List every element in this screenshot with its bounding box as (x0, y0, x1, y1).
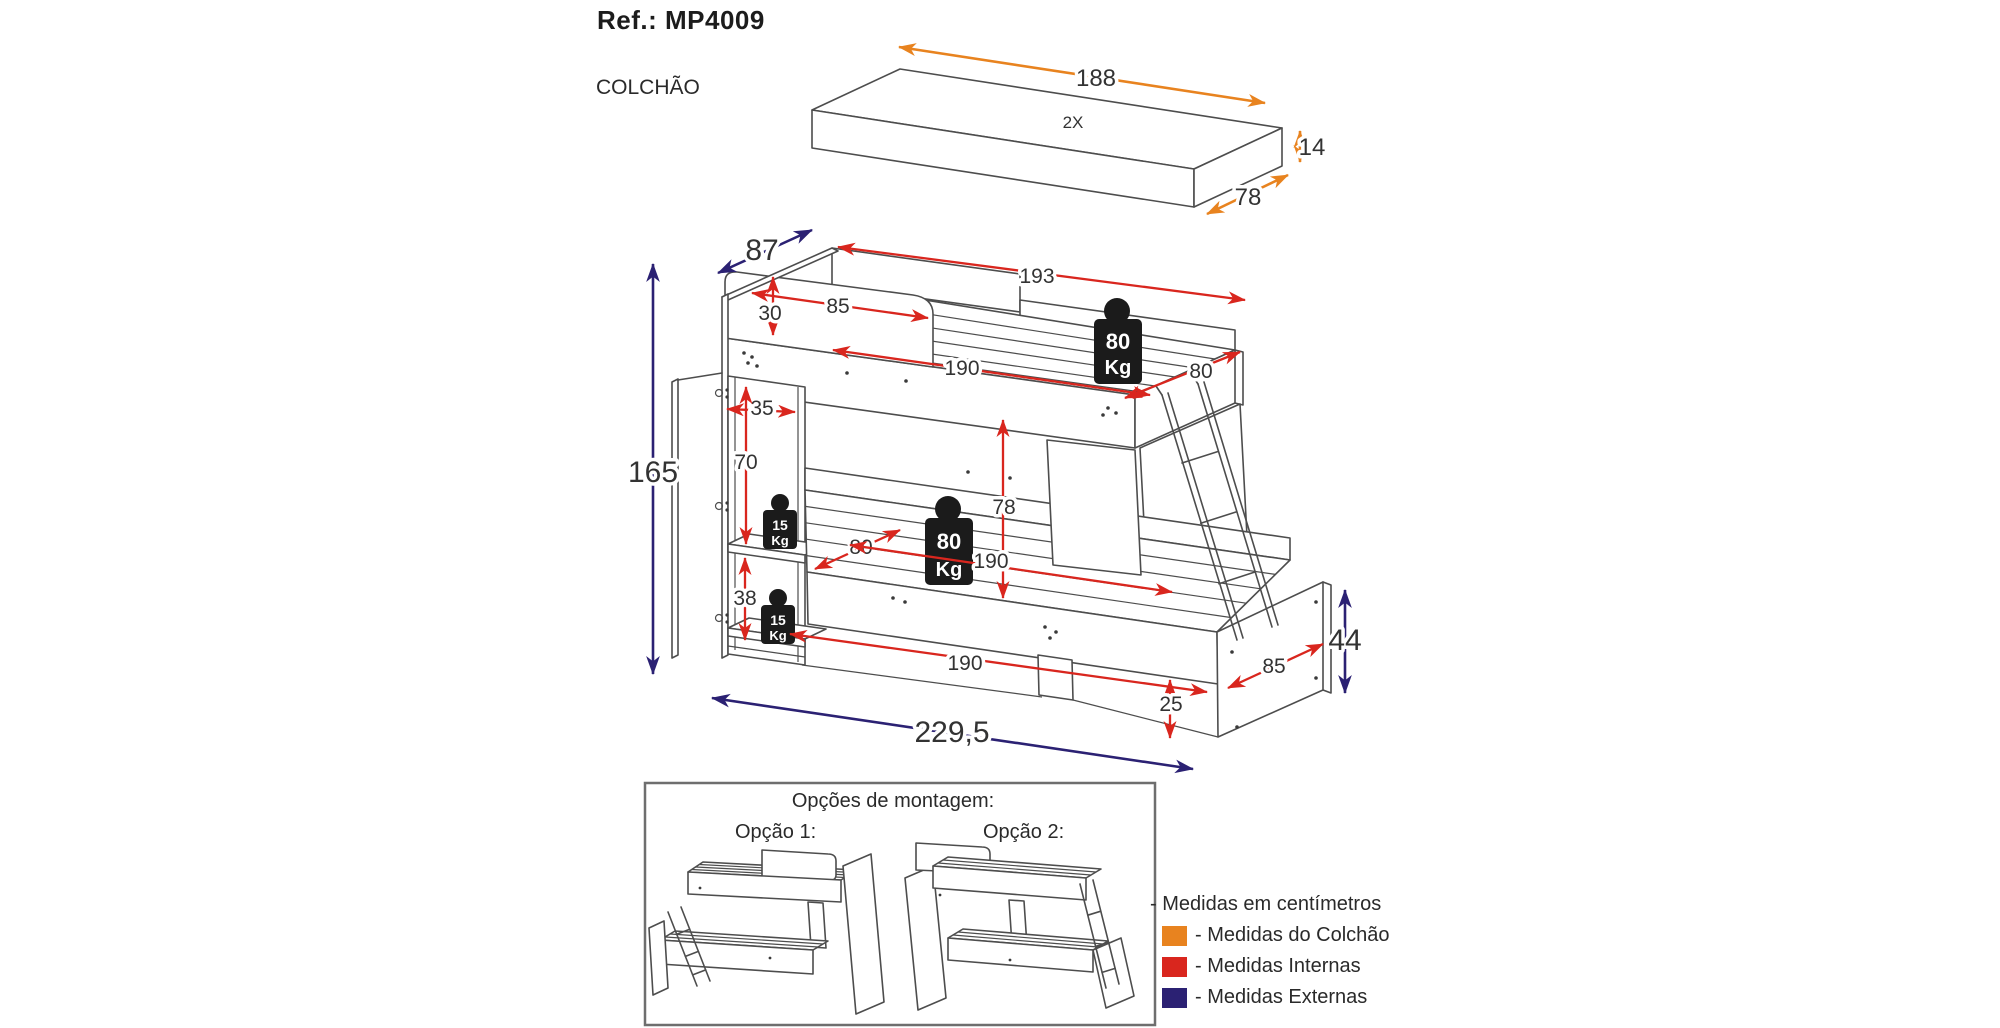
legend-item-external (1150, 986, 1390, 1009)
svg-text:14: 14 (1298, 134, 1326, 161)
legend-item-label: - Medidas Externas (1195, 986, 1368, 1008)
assembly-options-box (645, 783, 1155, 1025)
option1-label: Opção 1: (735, 821, 817, 843)
svg-text:30: 30 (758, 302, 782, 325)
svg-text:25: 25 (1159, 693, 1183, 716)
external-color-swatch (1162, 988, 1187, 1008)
svg-text:80: 80 (936, 529, 962, 554)
svg-text:85: 85 (1262, 655, 1286, 678)
svg-text:165: 165 (627, 456, 679, 489)
svg-text:70: 70 (734, 451, 758, 474)
legend-item-label: - Medidas do Colchão (1195, 924, 1390, 946)
page-title: Ref.: MP4009 (597, 5, 765, 35)
mattress-label: COLCHÃO (596, 76, 700, 99)
dim-total-length (712, 698, 1193, 769)
svg-text:78: 78 (1234, 184, 1262, 211)
dim-total-height (628, 264, 678, 674)
options-title: Opções de montagem: (791, 790, 995, 812)
svg-text:80: 80 (849, 536, 873, 559)
svg-text:229,5: 229,5 (914, 716, 990, 749)
svg-text:15: 15 (772, 517, 788, 533)
svg-text:87: 87 (745, 234, 779, 267)
internal-color-swatch (1162, 957, 1187, 977)
svg-text:193: 193 (1019, 265, 1055, 288)
svg-text:78: 78 (992, 496, 1016, 519)
svg-text:190: 190 (944, 357, 980, 380)
svg-text:44: 44 (1328, 624, 1362, 657)
svg-text:190: 190 (973, 550, 1009, 573)
mattress-color-swatch (1162, 926, 1187, 946)
svg-text:190: 190 (947, 652, 983, 675)
svg-text:15: 15 (770, 612, 786, 628)
svg-text:85: 85 (826, 295, 850, 318)
legend-note: - Medidas em centímetros (1150, 893, 1382, 915)
svg-text:80: 80 (1189, 360, 1213, 383)
mattress-quantity: 2X (1062, 113, 1084, 132)
svg-text:Kg: Kg (1104, 357, 1132, 379)
svg-text:38: 38 (733, 587, 757, 610)
legend-item-mattress (1150, 924, 1390, 947)
svg-text:35: 35 (750, 397, 774, 420)
mattress-drawing (812, 69, 1282, 207)
svg-text:Kg: Kg (935, 559, 963, 581)
option2-label: Opção 2: (983, 821, 1065, 843)
legend-item-label: - Medidas Internas (1195, 955, 1361, 977)
legend-item-internal (1150, 955, 1390, 978)
svg-text:Kg: Kg (769, 628, 787, 643)
dim-mattress-thickness (1299, 131, 1326, 162)
svg-text:80: 80 (1105, 329, 1131, 354)
svg-text:188: 188 (1075, 65, 1117, 92)
legend (1150, 893, 1390, 1017)
svg-text:Kg: Kg (771, 533, 789, 548)
dim-footboard-height (1328, 590, 1361, 693)
